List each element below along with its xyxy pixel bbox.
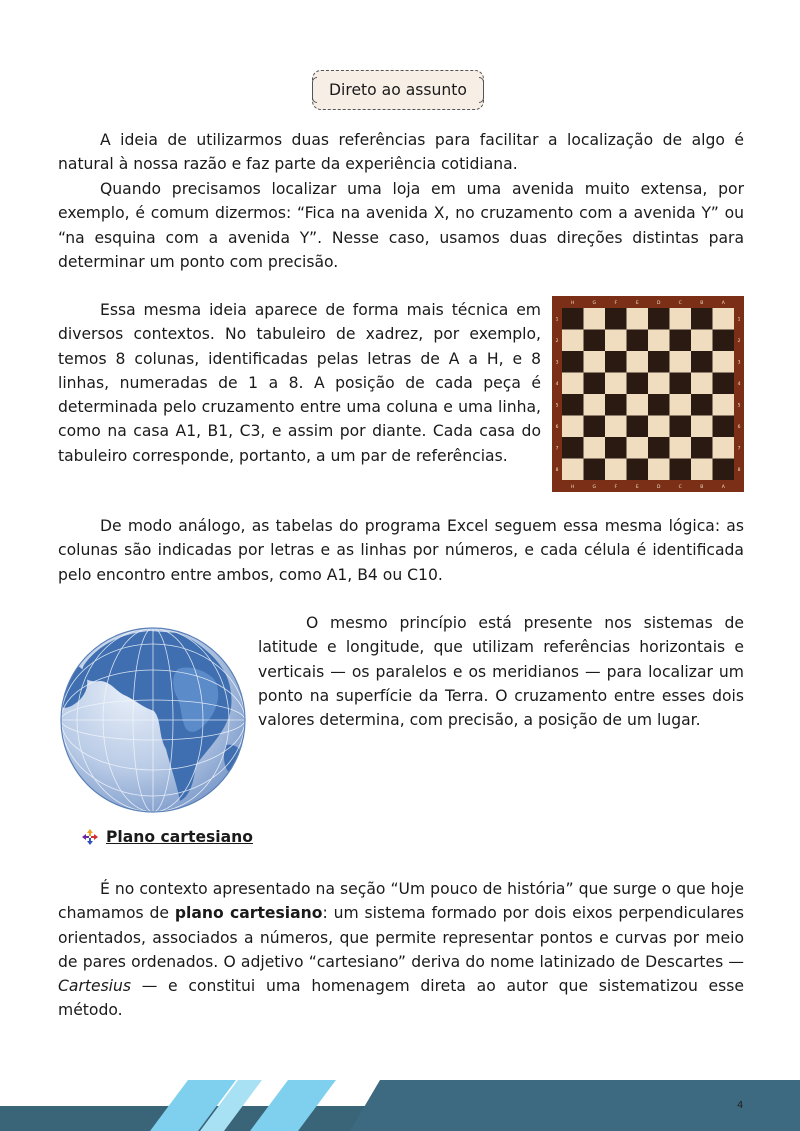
chess-square-dark [584, 330, 606, 352]
chess-square-dark [627, 330, 649, 352]
paragraph-1: A ideia de utilizarmos duas referências para facilitar a localização de algo é natural à nossa razão e faz parte da experiência cotidiana. [58, 131, 744, 174]
chess-coord-right: 5 [737, 403, 741, 409]
section-badge [312, 70, 484, 110]
chess-square-dark [627, 459, 649, 481]
chess-coord-left: 6 [555, 424, 559, 430]
chess-square-dark [691, 308, 713, 330]
chess-coord-top: E [635, 301, 639, 306]
chess-coord-left: 7 [555, 446, 559, 452]
chess-coord-right: 7 [737, 446, 741, 452]
chess-square-dark [670, 459, 692, 481]
four-arrows-icon [82, 829, 98, 845]
chess-coord-bottom: F [614, 485, 618, 490]
chess-coord-bottom: A [721, 485, 725, 490]
chess-coord-right: 3 [737, 360, 741, 366]
chess-coord-right: 1 [737, 317, 741, 323]
chess-coord-top: B [700, 301, 704, 306]
chess-coord-top: H [571, 301, 575, 306]
chess-square-dark [605, 308, 627, 330]
chess-square-dark [670, 416, 692, 438]
chess-square-dark [648, 394, 670, 416]
chess-coord-bottom: B [700, 485, 704, 490]
paragraph-2: Quando precisamos localizar uma loja em uma avenida muito extensa, por exemplo, é comum dizermos: “Fica na avenida X, no cruzamento com a avenida Y” ou “na esquina com a avenida Y”. Nesse caso, usamos duas direções distintas para determinar um ponto com precisão. [58, 180, 744, 271]
chess-coord-top: D [657, 301, 661, 306]
chess-coord-right: 4 [737, 381, 741, 387]
chess-square-dark [648, 351, 670, 373]
chess-coord-top: A [721, 301, 725, 306]
chess-coord-left: 1 [555, 317, 559, 323]
chess-coord-bottom: H [571, 485, 575, 490]
chess-square-dark [562, 308, 584, 330]
paragraph-3: Essa mesma ideia aparece de forma mais técnica em diversos contextos. No tabuleiro de xadrez, por exemplo, temos 8 colunas, identificadas pelas letras de A a H, e 8 linhas, numeradas de 1 a 8. A posição de cada peça é determinada pelo cruzamento entre uma coluna e uma linha, como na casa A1, B1, C3, e assim por diante. Cada casa do tabuleiro corresponde, portanto, a um par de referências. [58, 301, 541, 465]
p6-italic-term: Cartesius [58, 977, 132, 996]
chess-square-dark [605, 394, 627, 416]
chess-coord-bottom: C [678, 485, 682, 490]
chess-coord-left: 3 [555, 360, 559, 366]
chess-coord-left: 4 [555, 381, 559, 387]
page-number: 4 [737, 1100, 744, 1111]
chess-square-dark [691, 394, 713, 416]
chess-square-dark [562, 351, 584, 373]
chess-square-dark [691, 351, 713, 373]
chess-square-dark [584, 459, 606, 481]
chess-coord-left: 2 [555, 338, 559, 344]
section-heading [82, 828, 253, 846]
paragraph-6 [58, 877, 744, 1023]
chess-square-dark [605, 437, 627, 459]
chess-coord-left: 5 [555, 403, 559, 409]
chess-square-dark [627, 373, 649, 395]
chess-square-dark [562, 437, 584, 459]
chess-coord-right: 6 [737, 424, 741, 430]
chess-coord-bottom: G [592, 485, 596, 490]
footer-decoration [0, 1080, 800, 1131]
chess-square-dark [562, 394, 584, 416]
section-title: Plano cartesiano [106, 828, 253, 846]
chess-square-dark [713, 330, 735, 352]
p6-text-c: — e constitui uma homenagem direta ao autor que sistematizou esse método. [58, 977, 744, 1020]
chess-coord-bottom: E [635, 485, 639, 490]
chessboard-image [552, 296, 744, 492]
chess-square-dark [627, 416, 649, 438]
paragraph-5: O mesmo princípio está presente nos sistemas de latitude e longitude, que utilizam referências horizontais e verticais — os paralelos e os meridianos — para localizar um ponto na superfície da Terra. O cruzamento entre esses dois valores determina, com precisão, a posição de um lugar. [258, 614, 744, 730]
chess-square-dark [605, 351, 627, 373]
paragraph-4: De modo análogo, as tabelas do programa Excel seguem essa mesma lógica: as colunas são indicadas por letras e as linhas por números, e cada célula é identificada pelo encontro entre ambos, como A1, B4 ou C10. [58, 517, 744, 584]
chess-square-dark [648, 308, 670, 330]
badge-label: Direto ao assunto [329, 81, 467, 99]
chess-square-dark [691, 437, 713, 459]
chess-coord-right: 8 [737, 467, 741, 473]
chess-square-dark [670, 373, 692, 395]
chess-square-dark [670, 330, 692, 352]
chess-coord-top: F [614, 301, 618, 306]
chess-square-dark [713, 459, 735, 481]
chess-square-dark [648, 437, 670, 459]
chess-coord-left: 8 [555, 467, 559, 473]
chess-square-dark [584, 373, 606, 395]
p6-text-b: : um sistema formado por dois eixos perpendiculares orientados, associados a números, que permite representar pontos e curvas por meio de pares ordenados. O adjetivo “cartesiano” deriva do nome latinizado de Descartes — [58, 904, 744, 971]
chess-coord-right: 2 [737, 338, 741, 344]
chess-square-dark [713, 416, 735, 438]
chess-square-dark [713, 373, 735, 395]
chess-coord-top: C [678, 301, 682, 306]
chess-coord-top: G [592, 301, 596, 306]
chess-square-dark [584, 416, 606, 438]
p6-bold-term: plano cartesiano [174, 904, 323, 923]
globe-image [58, 625, 248, 815]
p6-text-a: É no contexto apresentado na seção “Um pouco de história” que surge o que hoje chamamos de [58, 880, 744, 923]
chess-coord-bottom: D [657, 485, 661, 490]
